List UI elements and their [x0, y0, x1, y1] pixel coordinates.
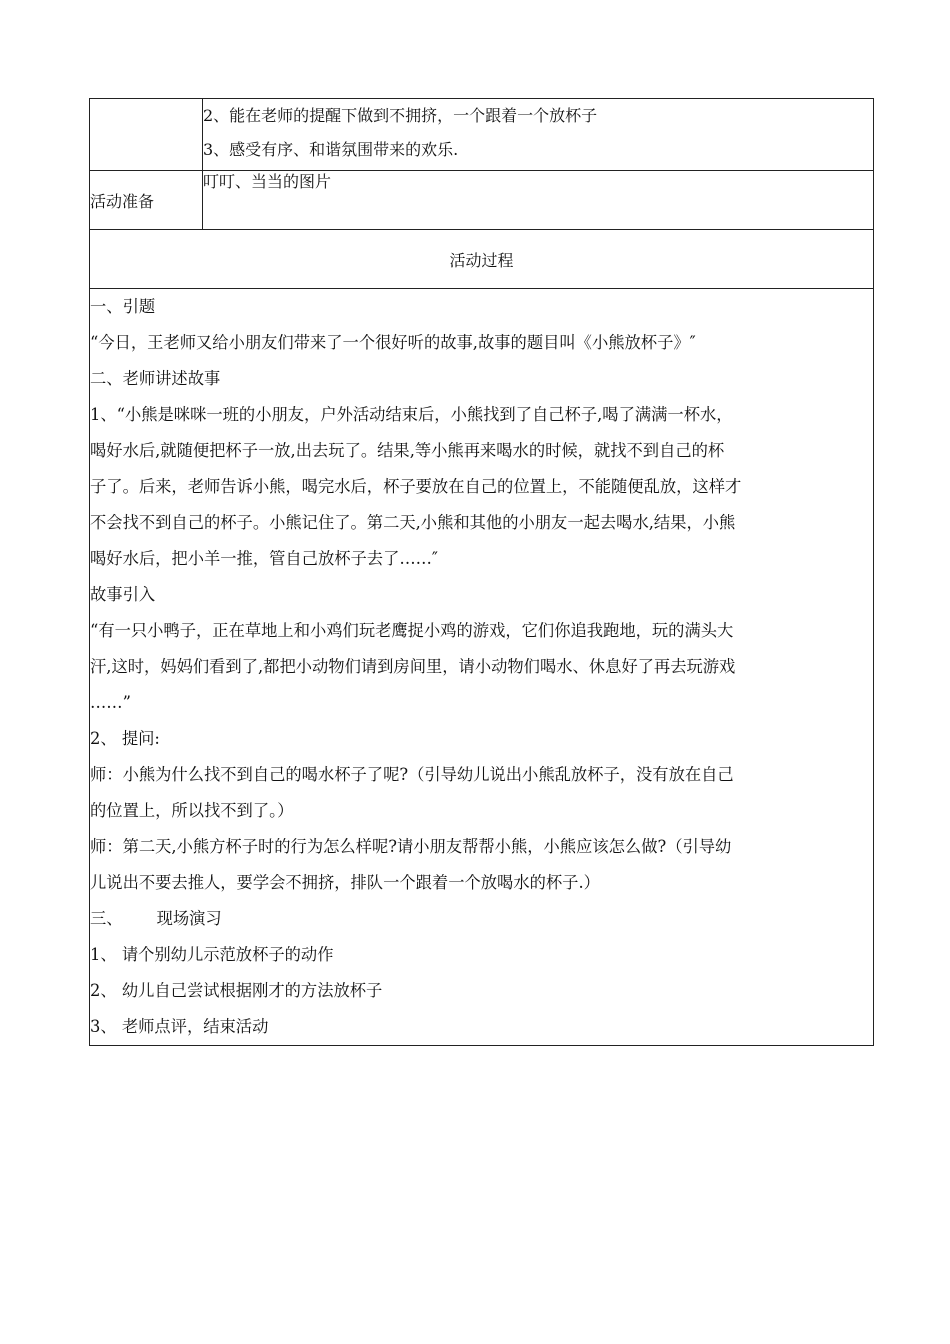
process-title: 活动过程: [90, 230, 874, 289]
process-line: 1、“小熊是咪咪一班的小朋友，户外活动结束后，小熊找到了自己杯子,喝了满满一杯水，: [90, 405, 733, 424]
objectives-row: [90, 99, 874, 171]
section-three-number: 三、: [90, 909, 123, 928]
preparation-row: [90, 171, 874, 230]
process-line: 不会找不到自己的杯子。小熊记住了。第二天,小熊和其他的小朋友一起去喝水,结果，小熊: [90, 513, 736, 532]
process-line-section-three: [90, 901, 873, 937]
process-line: 师：第二天,小熊方杯子时的行为怎么样呢?请小朋友帮帮小熊，小熊应该怎么做?（引导幼: [90, 837, 732, 856]
process-content: [90, 289, 874, 1046]
section-three-title: 现场演习: [156, 909, 222, 928]
objective-line: 2、能在老师的提醒下做到不拥挤，一个跟着一个放杯子: [203, 106, 598, 125]
objective-line: 3、感受有序、和谐氛围带来的欢乐.: [203, 140, 459, 159]
process-line: 2、 提问:: [90, 729, 160, 748]
process-line: 师：小熊为什么找不到自己的喝水杯子了呢?（引导幼儿说出小熊乱放杯子，没有放在自己: [90, 765, 734, 784]
process-row: [90, 289, 874, 1046]
process-line: 2、 幼儿自己尝试根据刚才的方法放杯子: [90, 981, 383, 1000]
process-line: 儿说出不要去推人，要学会不拥挤，排队一个跟着一个放喝水的杯子.）: [90, 873, 600, 892]
process-line: 1、 请个别幼儿示范放杯子的动作: [90, 945, 334, 964]
process-line: 喝好水后，把小羊一推，管自己放杯子去了……″: [90, 549, 438, 568]
process-line: 二、老师讲述故事: [90, 369, 221, 388]
process-line: 子了。后来，老师告诉小熊，喝完水后，杯子要放在自己的位置上，不能随便乱放，这样才: [90, 477, 742, 496]
process-line: “今日，王老师又给小朋友们带来了一个很好听的故事,故事的题目叫《小熊放杯子》″: [90, 333, 696, 352]
objectives-cell: [203, 99, 874, 171]
process-line: 喝好水后,就随便把杯子一放,出去玩了。结果,等小熊再来喝水的时候，就找不到自己的杯: [90, 441, 725, 460]
process-line: 故事引入: [90, 585, 156, 604]
objectives-label-cell: [90, 99, 203, 171]
process-line: “有一只小鸭子，正在草地上和小鸡们玩老鹰捉小鸡的游戏，它们你追我跑地，玩的满头大: [90, 621, 734, 640]
process-line: 的位置上，所以找不到了。）: [90, 801, 294, 820]
process-line: 汗,这时，妈妈们看到了,都把小动物们请到房间里，请小动物们喝水、休息好了再去玩游戏: [90, 657, 736, 676]
process-title-row: [90, 230, 874, 289]
process-line: 一、引题: [90, 297, 156, 316]
process-line: ……”: [90, 693, 131, 712]
lesson-plan-table: [89, 98, 874, 1046]
preparation-label: 活动准备: [90, 171, 203, 230]
preparation-value: 叮叮、当当的图片: [203, 171, 874, 230]
process-line: 3、 老师点评，结束活动: [90, 1017, 269, 1036]
